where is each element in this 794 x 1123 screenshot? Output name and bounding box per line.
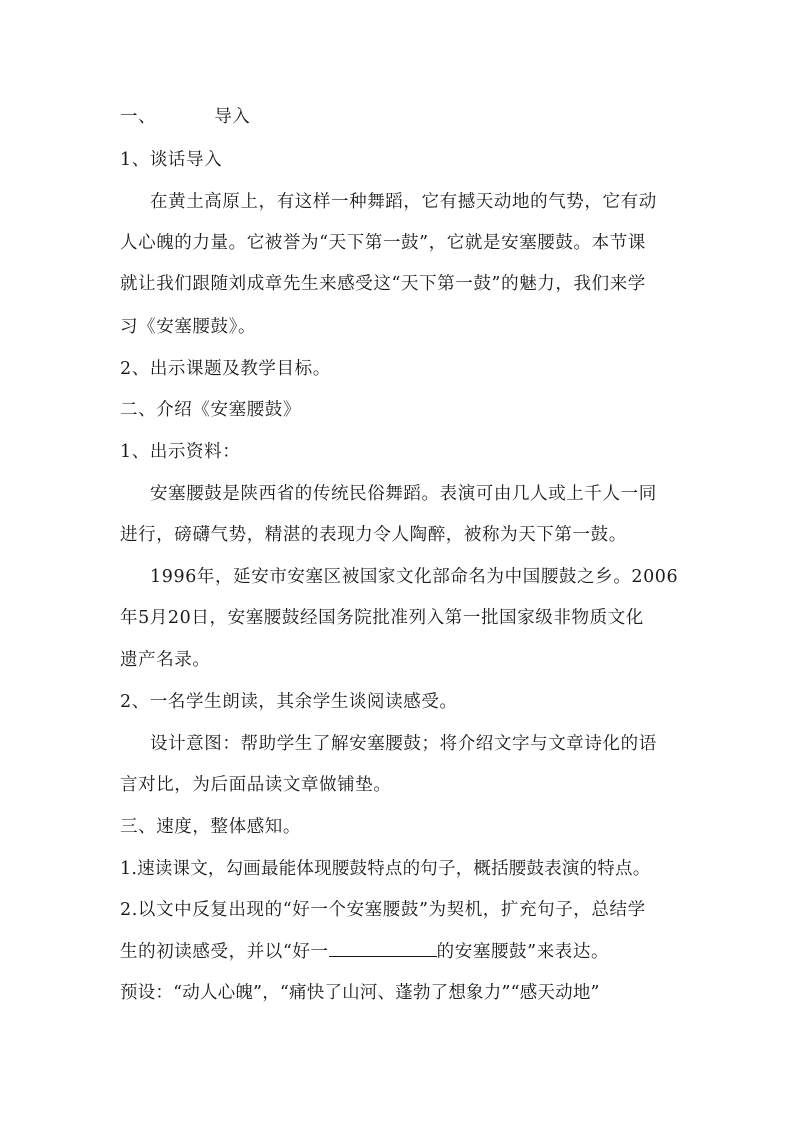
list-item: 2.以文中反复出现的“好一个安塞腰鼓”为契机，扩充句子，总结学 (120, 900, 646, 920)
paragraph-line: 在黄土高原上，有这样一种舞蹈，它有撼天动地的气势，它有动 (150, 192, 657, 212)
section-heading-2: 二、介绍《安塞腰鼓》 (120, 400, 301, 420)
fill-in-blank (329, 940, 437, 957)
subheading: 1、出示资料： (120, 442, 241, 462)
paragraph-line: 年5月20日，安塞腰鼓经国务院批准列入第一批国家级非物质文化 (120, 608, 644, 628)
text-after-blank: 的安塞腰鼓”来表达。 (436, 942, 610, 962)
paragraph-line: 进行，磅礴气势，精湛的表现力令人陶醉，被称为天下第一鼓。 (120, 525, 627, 545)
heading-number: 一、 (120, 107, 157, 127)
paragraph-line: 遗产名录。 (120, 650, 211, 670)
text-before-blank: 生的初读感受，并以“好一 (120, 942, 329, 962)
subheading: 2、一名学生朗读，其余学生谈阅读感受。 (120, 692, 458, 712)
design-intent-line: 言对比，为后面品读文章做铺垫。 (120, 775, 392, 795)
paragraph-line: 习《安塞腰鼓》。 (120, 317, 257, 337)
paragraph-line: 人心魄的力量。它被誉为“天下第一鼓”，它就是安塞腰鼓。本节课 (120, 233, 646, 253)
subheading: 1、谈话导入 (120, 150, 223, 170)
paragraph-line: 1996年，延安市安塞区被国家文化部命名为中国腰鼓之乡。2006 (150, 567, 679, 587)
list-item-continued (120, 940, 680, 964)
subheading: 2、出示课题及教学目标。 (120, 359, 331, 379)
list-item: 1.速读课文，勾画最能体现腰鼓特点的句子，概括腰鼓表演的特点。 (120, 859, 651, 879)
preset-line: 预设：“动人心魄”，“痛快了山河、蓬勃了想象力”“感天动地” (120, 983, 600, 1003)
section-heading-3: 三、速度，整体感知。 (120, 817, 301, 837)
heading-text: 导入 (214, 107, 251, 127)
paragraph-line: 就让我们跟随刘成章先生来感受这“天下第一鼓”的魅力，我们来学 (120, 274, 646, 294)
design-intent-line: 设计意图：帮助学生了解安塞腰鼓；将介绍文字与文章诗化的语 (150, 734, 657, 754)
paragraph-line: 安塞腰鼓是陕西省的传统民俗舞蹈。表演可由几人或上千人一同 (150, 484, 657, 504)
section-heading-1 (120, 105, 680, 129)
